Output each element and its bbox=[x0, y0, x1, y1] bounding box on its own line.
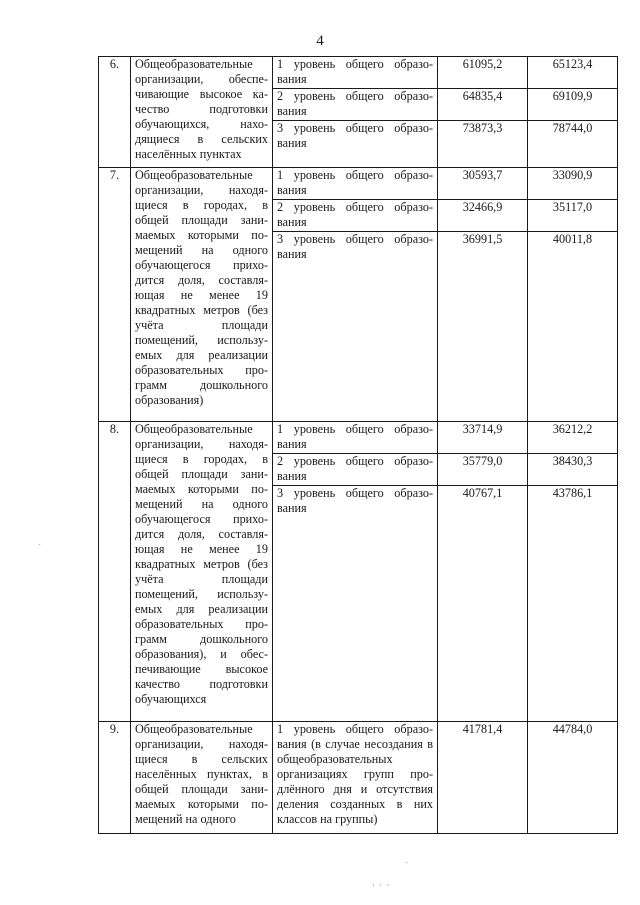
tariff-table bbox=[98, 56, 618, 834]
value-cell: 43786,1 bbox=[528, 486, 618, 722]
value-cell: 44784,0 bbox=[528, 722, 618, 834]
value-cell: 32466,9 bbox=[438, 200, 528, 232]
value-cell: 36212,2 bbox=[528, 422, 618, 454]
value-cell: 69109,9 bbox=[528, 89, 618, 121]
page-number: 4 bbox=[316, 33, 324, 49]
value-cell: 61095,2 bbox=[438, 57, 528, 89]
scan-mark: · bbox=[38, 540, 42, 551]
value-cell: 64835,4 bbox=[438, 89, 528, 121]
row-description: Общеобразовательные организации, обеспечивающие высокое качество подготовки обучающихся, находящиеся в сельских населённых пунктах bbox=[131, 57, 273, 168]
table-row bbox=[99, 168, 618, 200]
value-cell: 33090,9 bbox=[528, 168, 618, 200]
table-row bbox=[99, 57, 618, 89]
row-description: Общеобразовательные организации, находящиеся в городах, в общей площади занимаемых которыми помещений на одного обучающегося приходится доля, составляющая не менее 19 квадратных метров (без учёта площади помещений, используемых для реализации образовательных программ дошкольного образования), и обеспечивающие высокое качество подготовки обучающихся bbox=[131, 422, 273, 722]
value-cell: 30593,7 bbox=[438, 168, 528, 200]
scan-artifact: · · · bbox=[372, 880, 391, 890]
value-cell: 40767,1 bbox=[438, 486, 528, 722]
row-number: 6. bbox=[99, 57, 131, 168]
row-description: Общеобразовательные организации, находящиеся в городах, в общей площади занимаемых которыми помещений на одного обучающегося приходится доля, составляющая не менее 19 квадратных метров (без учёта площади помещений, используемых для реализации образовательных программ дошкольного образования) bbox=[131, 168, 273, 422]
value-cell: 73873,3 bbox=[438, 121, 528, 168]
value-cell: 41781,4 bbox=[438, 722, 528, 834]
value-cell: 36991,5 bbox=[438, 232, 528, 422]
row-number: 7. bbox=[99, 168, 131, 422]
level-label: 2 уровень общего образования bbox=[273, 200, 438, 232]
level-label: 1 уровень общего образования (в случае несоздания в общеобразовательных организациях групп продлённого дня и отсутствия деления созданных в них классов на группы) bbox=[273, 722, 438, 834]
table-row bbox=[99, 722, 618, 834]
value-cell: 35779,0 bbox=[438, 454, 528, 486]
value-cell: 78744,0 bbox=[528, 121, 618, 168]
level-label: 3 уровень общего образования bbox=[273, 486, 438, 722]
row-description: Общеобразовательные организации, находящиеся в сельских населённых пунктах, в общей площади занимаемых которыми помещений на одного bbox=[131, 722, 273, 834]
value-cell: 35117,0 bbox=[528, 200, 618, 232]
level-label: 1 уровень общего образования bbox=[273, 168, 438, 200]
row-number: 8. bbox=[99, 422, 131, 722]
scan-mark: · bbox=[405, 858, 409, 869]
value-cell: 38430,3 bbox=[528, 454, 618, 486]
level-label: 2 уровень общего образования bbox=[273, 89, 438, 121]
level-label: 3 уровень общего образования bbox=[273, 232, 438, 422]
level-label: 3 уровень общего образования bbox=[273, 121, 438, 168]
level-label: 2 уровень общего образования bbox=[273, 454, 438, 486]
value-cell: 40011,8 bbox=[528, 232, 618, 422]
value-cell: 33714,9 bbox=[438, 422, 528, 454]
row-number: 9. bbox=[99, 722, 131, 834]
level-label: 1 уровень общего образования bbox=[273, 57, 438, 89]
table-row bbox=[99, 422, 618, 454]
value-cell: 65123,4 bbox=[528, 57, 618, 89]
level-label: 1 уровень общего образования bbox=[273, 422, 438, 454]
